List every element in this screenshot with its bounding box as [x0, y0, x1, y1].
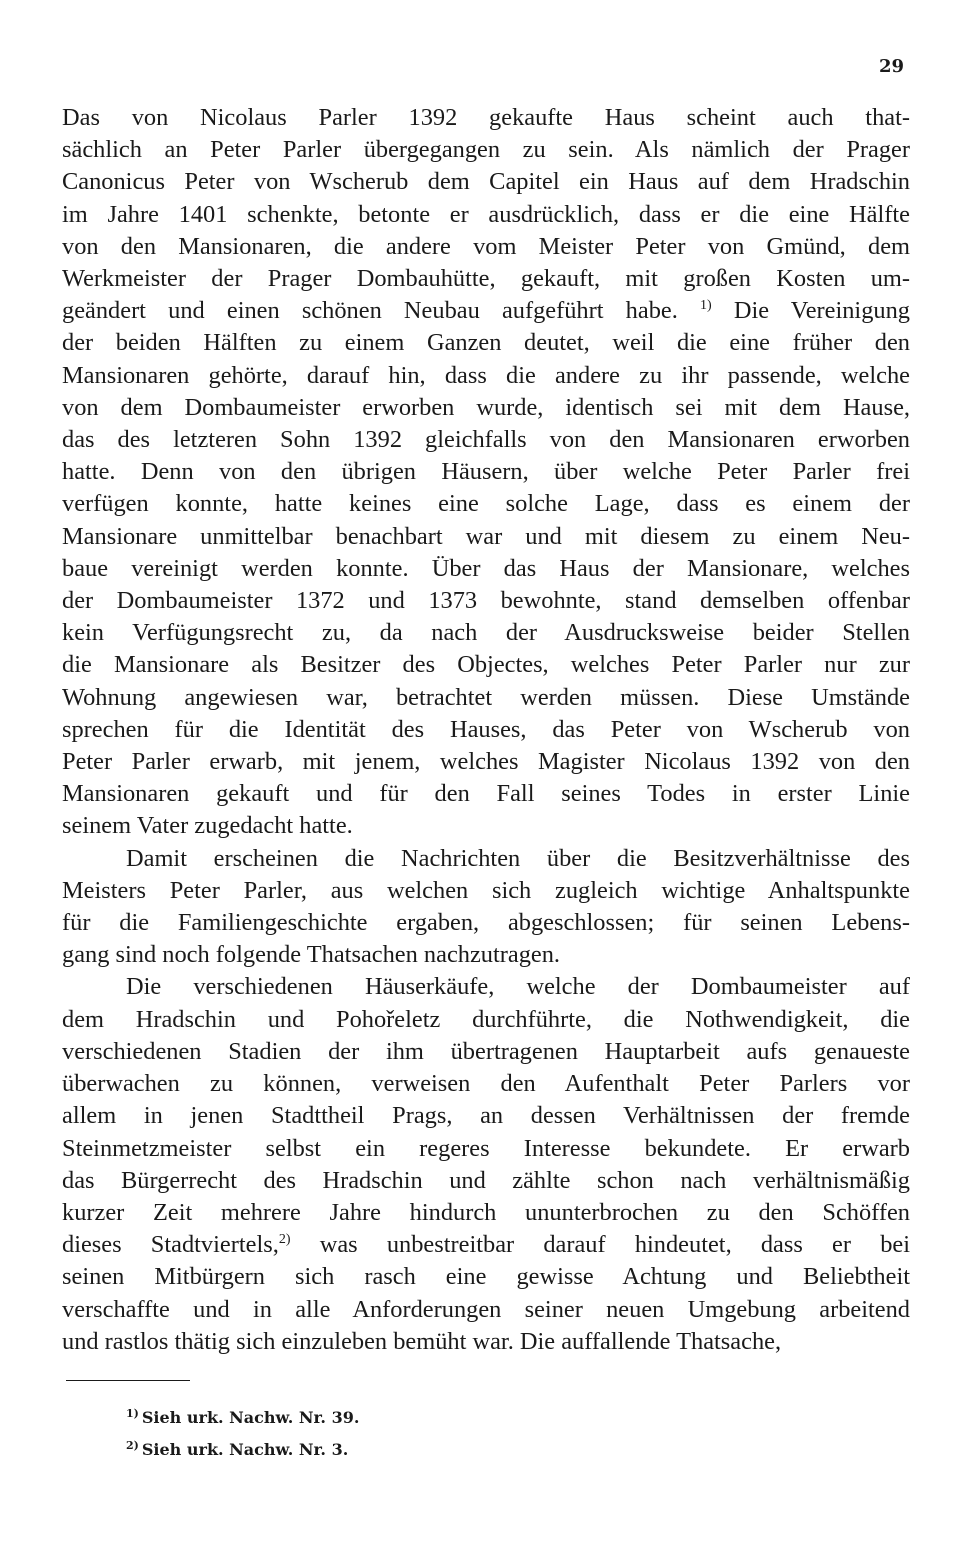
- text-line: dem Hradschin und Pohořeletz durchführte, die Nothwendigkeit, die: [62, 1005, 910, 1033]
- text-line: Steinmetzmeister selbst ein regeres Interesse bekundete. Er erwarb: [62, 1134, 910, 1162]
- text-line: baue vereinigt werden konnte. Über das Haus der Mansionare, welches: [62, 554, 910, 582]
- text-line: seinen Mitbürgern sich rasch eine gewisse Achtung und Beliebtheit: [62, 1263, 910, 1291]
- body-text: [62, 102, 910, 1358]
- text-line: die Mansionare als Besitzer des Objectes, welches Peter Parler nur zur: [62, 651, 910, 679]
- text-line: allem in jenen Stadttheil Prags, an dessen Verhältnissen der fremde: [62, 1102, 910, 1130]
- text-segment: was unbestreitbar darauf hindeutet, dass er bei: [319, 1231, 910, 1259]
- text-line: kein Verfügungsrecht zu, da nach der Ausdrucksweise beider Stellen: [62, 619, 910, 647]
- text-line: im Jahre 1401 schenkte, betonte er ausdrücklich, dass er die eine Hälfte: [62, 200, 910, 228]
- text-line: sächlich an Peter Parler übergegangen zu sein. Als nämlich der Prager: [62, 136, 910, 164]
- text-line: verfügen konnte, hatte keines eine solche Lage, dass es einem der: [62, 490, 910, 518]
- paragraph-2: [62, 843, 910, 972]
- paragraph-3: [62, 971, 910, 1357]
- footnotes: [126, 1400, 359, 1464]
- text-line: Das von Nicolaus Parler 1392 gekaufte Haus scheint auch that-: [62, 104, 910, 131]
- text-line: Wohnung angewiesen war, betrachtet werden müssen. Diese Umstände: [62, 683, 910, 711]
- text-line: der beiden Hälften zu einem Ganzen deutet, weil die eine früher den: [62, 329, 910, 357]
- text-line: Mansionare unmittelbar benachbart war und mit diesem zu einem Neu-: [62, 522, 910, 550]
- text-line: Die verschiedenen Häuserkäufe, welche der Dombaumeister auf: [126, 973, 910, 1001]
- text-line: und rastlos thätig sich einzuleben bemüht war. Die auffallende Thatsache,: [62, 1327, 782, 1355]
- footnote-text: Sieh urk. Nachw. Nr. 39.: [141, 1408, 360, 1427]
- text-segment: geändert und einen schönen Neubau aufgeführt habe.: [62, 297, 678, 325]
- text-line: verschaffte und in alle Anforderungen seiner neuen Umgebung arbeitend: [62, 1295, 910, 1323]
- text-line: verschiedenen Stadien der ihm übertragenen Hauptarbeit aufs genaueste: [62, 1037, 910, 1065]
- text-line: das Bürgerrecht des Hradschin und zählte schon nach verhältnismäßig: [62, 1166, 910, 1194]
- text-line: Mansionaren gekauft und für den Fall seines Todes in erster Linie: [62, 780, 910, 808]
- text-line: hatte. Denn von den übrigen Häusern, über welche Peter Parler frei: [62, 458, 910, 486]
- text-line-with-footnote: [62, 1229, 910, 1261]
- text-segment: Die Vereinigung: [733, 297, 910, 325]
- text-line: überwachen zu können, verweisen den Aufenthalt Peter Parlers vor: [62, 1070, 910, 1098]
- footnote-2: [126, 1432, 359, 1464]
- footnote-reference-2: 2): [278, 1232, 291, 1248]
- text-line: Canonicus Peter von Wscherub dem Capitel ein Haus auf dem Hradschin: [62, 168, 910, 196]
- text-line: Werkmeister der Prager Dombauhütte, gekauft, mit großen Kosten um-: [62, 265, 910, 293]
- text-line: von dem Dombaumeister erworben wurde, identisch sei mit dem Hause,: [62, 393, 910, 421]
- text-line: der Dombaumeister 1372 und 1373 bewohnte, stand demselben offenbar: [62, 587, 910, 615]
- page-number: 29: [878, 56, 904, 77]
- text-line-with-footnote: [62, 295, 910, 327]
- text-line: kurzer Zeit mehrere Jahre hindurch ununterbrochen zu den Schöffen: [62, 1198, 910, 1226]
- text-line: Damit erscheinen die Nachrichten über die Besitzverhältnisse des: [126, 844, 910, 872]
- text-line: Peter Parler erwarb, mit jenem, welches Magister Nicolaus 1392 von den: [62, 748, 910, 776]
- text-line: gang sind noch folgende Thatsachen nachzutragen.: [62, 941, 561, 969]
- paragraph-1: [62, 102, 910, 843]
- text-line: seinem Vater zugedacht hatte.: [62, 812, 353, 840]
- text-line: sprechen für die Identität des Hauses, das Peter von Wscherub von: [62, 715, 910, 743]
- text-line: das des letzteren Sohn 1392 gleichfalls von den Mansionaren erworben: [62, 426, 910, 454]
- footnote-divider: [66, 1380, 190, 1381]
- text-line: Meisters Peter Parler, aus welchen sich zugleich wichtige Anhaltspunkte: [62, 876, 910, 904]
- text-line: Mansionaren gehörte, darauf hin, dass die andere zu ihr passende, welche: [62, 361, 910, 389]
- text-line: für die Familiengeschichte ergaben, abgeschlossen; für seinen Lebens-: [62, 909, 910, 937]
- text-line: von den Mansionaren, die andere vom Meister Peter von Gmünd, dem: [62, 232, 910, 260]
- footnote-reference-1: 1): [700, 298, 712, 314]
- footnote-mark: 2): [126, 1439, 139, 1452]
- footnote-mark: 1): [126, 1407, 139, 1420]
- footnote-1: [126, 1400, 359, 1432]
- text-segment: dieses Stadtviertels,: [62, 1231, 279, 1259]
- footnote-text: Sieh urk. Nachw. Nr. 3.: [141, 1440, 349, 1459]
